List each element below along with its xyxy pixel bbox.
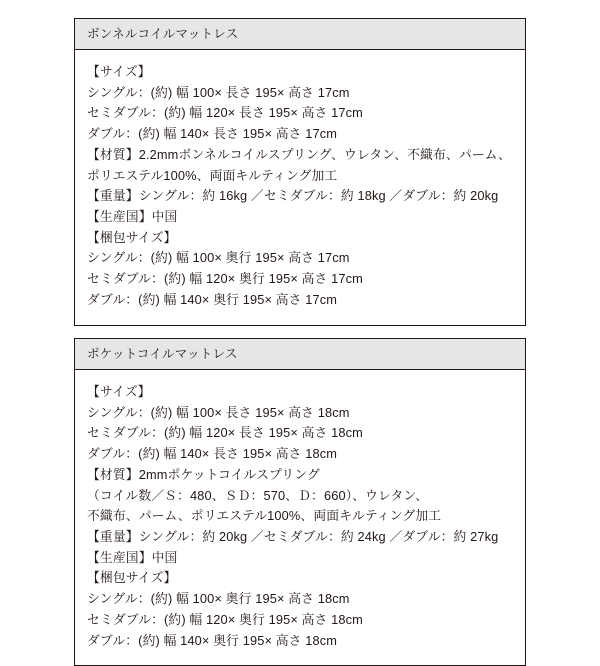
spec-line: 【生産国】中国 bbox=[87, 549, 178, 565]
spec-line: セミダブル：(約) 幅 120× 長さ 195× 高さ 17cm bbox=[87, 105, 363, 121]
spec-table-pocket-coil-mattress bbox=[74, 338, 526, 666]
spec-table-body bbox=[75, 370, 525, 665]
spec-line: 【梱包サイズ】 bbox=[87, 570, 177, 586]
spec-line: セミダブル：(約) 幅 120× 奥行 195× 高さ 18cm bbox=[87, 611, 363, 627]
spec-table-body bbox=[75, 50, 525, 325]
spec-line: ダブル：(約) 幅 140× 長さ 195× 高さ 18cm bbox=[87, 446, 338, 462]
spec-line: 【梱包サイズ】 bbox=[87, 229, 177, 245]
spec-table-bonnell-coil-mattress bbox=[74, 18, 526, 326]
spec-line: シングル：(約) 幅 100× 長さ 195× 高さ 18cm bbox=[87, 404, 350, 420]
spec-line: 【重量】シングル：約 16kg ／セミダブル：約 18kg ／ダブル：約 20kg bbox=[87, 188, 499, 204]
spec-line: ダブル：(約) 幅 140× 奥行 195× 高さ 18cm bbox=[87, 632, 338, 648]
spec-line: 【材質】2.2mmボンネルコイルスプリング、ウレタン、不織布、パーム、 bbox=[87, 146, 511, 162]
spec-line: シングル：(約) 幅 100× 奥行 195× 高さ 17cm bbox=[87, 250, 350, 266]
spec-line: 【生産国】中国 bbox=[87, 209, 178, 225]
spec-line: ポリエステル100%、両面キルティング加工 bbox=[87, 167, 338, 183]
spec-line: 【サイズ】 bbox=[87, 384, 151, 399]
spec-line: 【重量】シングル：約 20kg ／セミダブル：約 24kg ／ダブル：約 27kg bbox=[87, 529, 499, 545]
spec-line: 不織布、パーム、ポリエステル100%、両面キルティング加工 bbox=[87, 508, 442, 524]
spec-line: ダブル：(約) 幅 140× 長さ 195× 高さ 17cm bbox=[87, 126, 338, 142]
spec-line: 【サイズ】 bbox=[87, 64, 151, 79]
spec-table-header: ボンネルコイルマットレス bbox=[75, 19, 525, 50]
spec-line: セミダブル：(約) 幅 120× 奥行 195× 高さ 17cm bbox=[87, 271, 363, 287]
spec-line: セミダブル：(約) 幅 120× 長さ 195× 高さ 18cm bbox=[87, 425, 363, 441]
spec-line: （コイル数／Ｓ：480、ＳＤ：570、Ｄ：660）、ウレタン、 bbox=[87, 487, 429, 503]
spec-line: ダブル：(約) 幅 140× 奥行 195× 高さ 17cm bbox=[87, 291, 338, 307]
spec-line: シングル：(約) 幅 100× 長さ 195× 高さ 17cm bbox=[87, 84, 350, 100]
spec-line: 【材質】2mmポケットコイルスプリング bbox=[87, 466, 320, 482]
spec-table-header: ポケットコイルマットレス bbox=[75, 339, 525, 370]
spec-line: シングル：(約) 幅 100× 奥行 195× 高さ 18cm bbox=[87, 591, 350, 607]
